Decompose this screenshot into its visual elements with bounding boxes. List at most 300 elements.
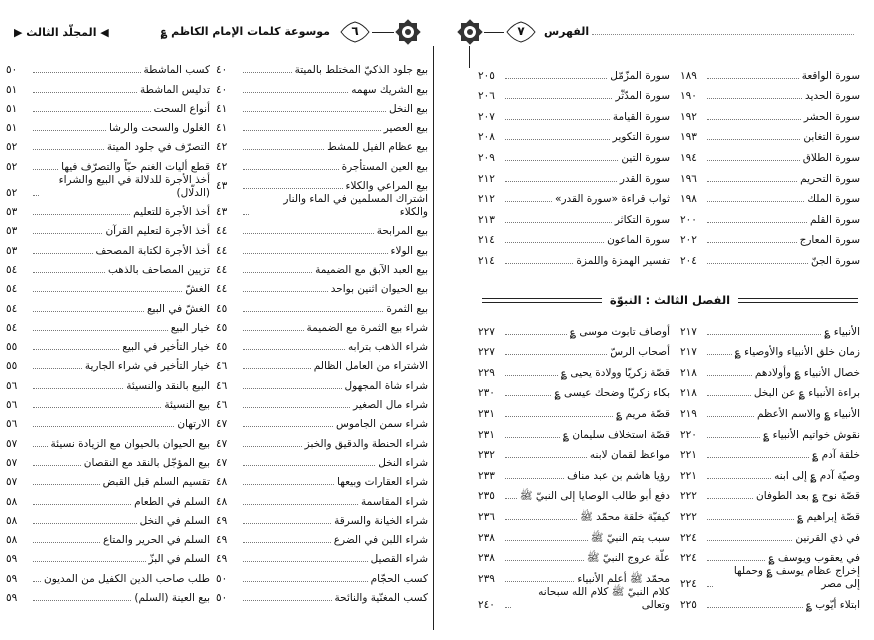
index-entry[interactable] [216, 193, 428, 219]
index-entry[interactable] [216, 296, 428, 315]
entry-title: تدليس الماشطة [140, 83, 210, 96]
entry-title: إخراج عظام يوسف ؏ وحملها إلى مصر [733, 565, 860, 591]
entry-title: خصال الأنبياء ؏ وأولادهم [754, 366, 860, 379]
entry-title: بيع المرابحة [376, 225, 428, 238]
index-entry[interactable] [478, 565, 670, 586]
entry-title: خيار التأخير في البيع [122, 341, 210, 354]
entry-page-number: ٢٣١ [478, 428, 495, 441]
index-entry[interactable] [680, 503, 860, 524]
index-entry[interactable] [478, 144, 670, 165]
entry-title: البيع بالنقد والنسيئة [126, 379, 210, 392]
dotted-leader [33, 272, 105, 273]
entry-page-number: ٢١٧ [680, 325, 697, 338]
entry-title: الاشتراء من العامل الظالم [313, 360, 428, 373]
index-entry[interactable] [478, 124, 670, 145]
star-ornament-icon [394, 18, 422, 50]
index-entry[interactable] [680, 144, 860, 165]
index-entry[interactable] [6, 489, 210, 508]
page-number: ٧ [517, 24, 525, 38]
entry-page-number: ٥١ [6, 122, 18, 135]
entry-page-number: ٤٧ [216, 418, 228, 431]
entry-title: سورة القدر [619, 172, 670, 185]
entry-title: الغشّ [185, 283, 210, 296]
dotted-leader [33, 330, 168, 331]
index-entry[interactable] [680, 206, 860, 227]
entry-page-number: ٢٤٠ [478, 598, 495, 611]
entry-page-number: ٢٢٤ [680, 531, 697, 544]
index-entry[interactable] [6, 528, 210, 547]
entry-page-number: ١٩٣ [680, 131, 697, 144]
entry-page-number: ٢٢٧ [478, 346, 495, 359]
index-entry[interactable] [6, 335, 210, 354]
index-entry[interactable] [216, 373, 428, 392]
index-entry[interactable] [478, 380, 670, 401]
entry-title: دفع أبو طالب الوصايا إلى النبيّ ﷺ [519, 490, 670, 503]
dotted-leader [243, 149, 324, 150]
index-entry[interactable] [6, 258, 210, 277]
index-entry[interactable] [680, 318, 860, 339]
index-entry[interactable] [478, 318, 670, 339]
index-entry[interactable] [478, 359, 670, 380]
entry-title: بيع العصير [383, 122, 428, 135]
index-entry[interactable] [216, 58, 428, 77]
entry-title: بيع الثمرة [386, 302, 428, 315]
entry-page-number: ٢١٣ [478, 213, 495, 226]
entry-page-number: ١٩٦ [680, 172, 697, 185]
dotted-leader [505, 395, 551, 396]
dotted-leader [505, 519, 577, 520]
index-entry[interactable] [216, 586, 428, 605]
dotted-leader [505, 354, 607, 355]
entry-title: بيع النسيئة [164, 399, 210, 412]
index-entry[interactable] [216, 174, 428, 193]
entry-page-number: ٢٣٦ [478, 510, 495, 523]
dotted-leader [33, 311, 144, 312]
index-entry[interactable] [680, 483, 860, 504]
surah-column-right [680, 62, 860, 268]
index-entry[interactable] [216, 354, 428, 373]
index-entry[interactable] [6, 451, 210, 470]
index-entry[interactable] [478, 62, 670, 83]
entry-page-number: ٥٧ [6, 476, 18, 489]
index-entry[interactable] [680, 380, 860, 401]
index-entry[interactable] [478, 400, 670, 421]
entry-title: السلم في الطعام [134, 495, 210, 508]
index-entry[interactable] [216, 77, 428, 96]
dotted-leader [505, 160, 618, 161]
entry-page-number: ٢٠٨ [478, 131, 495, 144]
index-entry[interactable] [680, 462, 860, 483]
entry-page-number: ٢٣٥ [478, 490, 495, 503]
dotted-leader [707, 181, 797, 182]
index-entry[interactable] [6, 77, 210, 96]
entry-title: خيار التأخير في شراء الجارية [84, 360, 210, 373]
entry-title: تقسيم السلم قبل القبض [102, 476, 210, 489]
entry-page-number: ٤٢ [216, 141, 228, 154]
entry-page-number: ٥١ [6, 83, 18, 96]
entry-page-number: ٥٠ [216, 592, 228, 605]
index-entry[interactable] [478, 339, 670, 360]
entry-title: التصرّف في جلود الميتة [106, 141, 210, 154]
index-entry[interactable] [478, 421, 670, 442]
entry-title: خيار البيع [170, 321, 210, 334]
entry-page-number: ٥٦ [6, 379, 18, 392]
dotted-leader [707, 354, 732, 355]
entry-page-number: ٢٣٨ [478, 531, 495, 544]
dotted-leader [243, 523, 331, 524]
dotted-leader [243, 542, 331, 543]
chapter-column-left [478, 318, 670, 612]
index-entry[interactable] [478, 442, 670, 463]
index-entry[interactable] [680, 247, 860, 268]
entry-title: السلم في البزّ [148, 553, 210, 566]
entry-title: سورة الحشر [803, 110, 860, 123]
entry-title: شراء الخيانة والسرقة [334, 514, 428, 527]
entry-title: كيفيّة خلقة محمّد ﷺ [580, 510, 670, 523]
dotted-leader [505, 263, 573, 264]
dotted-leader [505, 416, 613, 417]
index-entry[interactable] [6, 58, 210, 77]
entry-page-number: ١٨٩ [680, 69, 697, 82]
entry-page-number: ٤٤ [216, 225, 228, 238]
section-title: الفهرس [544, 25, 590, 38]
index-entry[interactable] [216, 412, 428, 431]
index-entry[interactable] [216, 97, 428, 116]
entry-title: شراء النخل [378, 456, 428, 469]
entry-title: سورة التغابن [803, 131, 860, 144]
entry-page-number: ٤١ [216, 122, 228, 135]
index-entry[interactable] [6, 116, 210, 135]
entry-page-number: ٥٦ [6, 418, 18, 431]
index-entry[interactable] [6, 393, 210, 412]
entry-title: بيع العينة (السلم) [134, 592, 210, 605]
index-entry[interactable] [478, 83, 670, 104]
entry-title: الأنبياء ؏ والاسم الأعظم [756, 407, 860, 420]
dotted-leader [243, 272, 312, 273]
entry-page-number: ٥٩ [6, 592, 18, 605]
index-entry[interactable] [6, 509, 210, 528]
dotted-leader [33, 149, 104, 150]
star-ornament-icon [456, 18, 484, 50]
index-entry[interactable] [680, 83, 860, 104]
entry-page-number: ٥٣ [6, 225, 18, 238]
dotted-leader [33, 600, 131, 601]
entry-title: تزيين المصاحف بالذهب [107, 263, 210, 276]
index-entry[interactable] [680, 545, 860, 566]
entry-page-number: ٥٢ [6, 141, 18, 154]
dotted-leader [707, 519, 794, 520]
index-entry[interactable] [216, 116, 428, 135]
dotted-leader [707, 478, 771, 479]
index-entry[interactable] [6, 431, 210, 450]
index-entry[interactable] [216, 489, 428, 508]
entry-page-number: ٢٢٢ [680, 510, 697, 523]
entry-page-number: ٥٣ [6, 206, 18, 219]
index-entry[interactable] [6, 586, 210, 605]
dotted-leader [505, 581, 574, 582]
dotted-leader [243, 311, 383, 312]
index-entry[interactable] [216, 316, 428, 335]
entry-title: بيع العبد الآبق مع الضميمة [315, 263, 428, 276]
index-entry[interactable] [216, 470, 428, 489]
index-entry[interactable] [680, 186, 860, 207]
entry-title: بيع الحيوان اثنين بواحد [330, 283, 428, 296]
dotted-leader [707, 607, 803, 608]
index-entry[interactable] [680, 442, 860, 463]
entry-page-number: ٤٨ [216, 476, 228, 489]
entry-title: شراء الذهب بترابه [348, 341, 428, 354]
index-entry[interactable] [216, 335, 428, 354]
entry-title: قصّة استخلاف سليمان ؏ [562, 428, 670, 441]
dotted-leader [33, 130, 106, 131]
entry-title: ثواب قراءة «سورة القدر» [555, 193, 670, 206]
entry-title: طلب صاحب الدين الكفيل من المديون [43, 572, 210, 585]
entry-page-number: ٢١٨ [680, 366, 697, 379]
dotted-leader [243, 561, 368, 562]
index-entry[interactable] [680, 400, 860, 421]
dotted-leader [243, 388, 342, 389]
entry-title: بيع النخل [388, 102, 428, 115]
index-entry[interactable] [478, 103, 670, 124]
entry-title: سورة المعارج [799, 234, 860, 247]
dotted-leader [707, 375, 752, 376]
entry-page-number: ٤٥ [216, 302, 228, 315]
dotted-leader [243, 407, 350, 408]
entry-title: بيع الولاء [390, 244, 428, 257]
entry-title: شراء الحنطة والدقيق والخبز [304, 437, 428, 450]
index-entry[interactable] [6, 154, 210, 173]
dotted-leader [33, 465, 81, 466]
entry-title: سورة الطلاق [802, 151, 860, 164]
index-entry[interactable] [680, 565, 860, 591]
dotted-leader [505, 78, 607, 79]
entry-title: سورة التكوير [612, 131, 670, 144]
entry-title: كلام النبيّ ﷺ كلام الله سبحانه وتعالى [538, 585, 670, 611]
entry-page-number: ٢٠٤ [680, 254, 697, 267]
index-entry[interactable] [6, 97, 210, 116]
book-title: موسوعة كلمات الإمام الكاظم ؏ [160, 25, 330, 38]
dotted-leader [505, 375, 558, 376]
dotted-leader [505, 119, 610, 120]
index-entry[interactable] [478, 186, 670, 207]
entry-title: كسب الماشطة [143, 64, 210, 77]
entry-title: خلقة آدم ؏ [812, 449, 860, 462]
index-entry[interactable] [680, 421, 860, 442]
entry-title: شراء بيع الثمرة مع الضميمة [306, 321, 428, 334]
dotted-leader [707, 457, 809, 458]
entry-page-number: ٥٣ [6, 244, 18, 257]
index-entry[interactable] [216, 509, 428, 528]
index-entry[interactable] [6, 354, 210, 373]
index-entry[interactable] [216, 431, 428, 450]
dotted-leader [505, 242, 604, 243]
index-entry[interactable] [478, 483, 670, 504]
index-entry[interactable] [6, 277, 210, 296]
entry-title: زمان خلق الأنبياء والأوصياء ؏ [734, 346, 860, 359]
entry-page-number: ٥٩ [6, 572, 18, 585]
entry-title: السلم في النخل [139, 514, 210, 527]
dotted-leader [505, 437, 560, 438]
dotted-leader [707, 222, 807, 223]
index-entry[interactable] [6, 412, 210, 431]
index-entry[interactable] [216, 135, 428, 154]
index-entry[interactable] [478, 586, 670, 612]
dotted-leader [33, 169, 58, 170]
index-entry[interactable] [6, 373, 210, 392]
entry-page-number: ٥١ [6, 102, 18, 115]
dotted-leader [707, 540, 792, 541]
entry-page-number: ٢١٩ [680, 407, 697, 420]
dotted-leader [707, 416, 754, 417]
dotted-leader [707, 201, 804, 202]
entry-page-number: ٢٠٥ [478, 69, 495, 82]
entry-title: شراء العقارات وبيعها [337, 476, 428, 489]
dotted-leader [707, 98, 802, 99]
dotted-leader [33, 504, 131, 505]
index-entry[interactable] [216, 547, 428, 566]
dotted-leader [505, 181, 617, 182]
index-entry[interactable] [6, 316, 210, 335]
index-entry[interactable] [478, 524, 670, 545]
dotted-leader [33, 561, 146, 562]
entry-page-number: ٤٤ [216, 244, 228, 257]
index-entry[interactable] [478, 545, 670, 566]
entry-page-number: ٥٨ [6, 495, 18, 508]
entry-title: تفسير الهمزة واللمزة [576, 254, 670, 267]
entry-title: سورة الجنّ [810, 254, 860, 267]
entry-title: سورة التحريم [800, 172, 860, 185]
entry-page-number: ٢٠٧ [478, 110, 495, 123]
index-entry[interactable] [6, 547, 210, 566]
dotted-leader [243, 426, 333, 427]
index-entry[interactable] [6, 135, 210, 154]
dotted-leader [33, 581, 41, 582]
entry-title: بيع المؤجّل بالنقد مع النقصان [83, 456, 210, 469]
index-entry[interactable] [6, 174, 210, 200]
index-entry[interactable] [478, 247, 670, 268]
entry-page-number: ٤٤ [216, 263, 228, 276]
entry-title: بيع عظام الفيل للمشط [327, 141, 428, 154]
entry-page-number: ٢٣٩ [478, 572, 495, 585]
index-entry[interactable] [680, 165, 860, 186]
index-entry[interactable] [6, 296, 210, 315]
entry-page-number: ٥٧ [6, 456, 18, 469]
dotted-leader [243, 169, 339, 170]
entry-title: بيع الحيوان بالحيوان مع الزيادة نسيئة [50, 437, 210, 450]
index-entry[interactable] [478, 227, 670, 248]
dotted-leader [707, 139, 800, 140]
entry-page-number: ٤٠ [216, 83, 228, 96]
entry-page-number: ٢٢٠ [680, 428, 697, 441]
entry-title: سورة الواقعة [801, 69, 860, 82]
entry-title: أصحاب الرسّ [610, 346, 670, 359]
index-entry[interactable] [680, 339, 860, 360]
chapter-column-right [680, 318, 860, 612]
entry-title: في يعقوب ويوسف ؏ [768, 552, 860, 565]
index-entry[interactable] [680, 524, 860, 545]
dotted-leader [243, 214, 249, 215]
entry-title: شراء القصيل [370, 553, 428, 566]
entry-title: بيع الشريك سهمه [351, 83, 428, 96]
dotted-leader [243, 600, 332, 601]
index-entry[interactable] [216, 566, 428, 585]
chapter-heading-text: الفصل الثالث : النبوّة [609, 293, 731, 307]
index-entry[interactable] [478, 206, 670, 227]
index-entry[interactable] [680, 227, 860, 248]
dotted-leader [33, 233, 102, 234]
index-entry[interactable] [216, 528, 428, 547]
index-entry[interactable] [478, 165, 670, 186]
index-entry[interactable] [216, 219, 428, 238]
entry-page-number: ٥٦ [6, 399, 18, 412]
index-entry[interactable] [6, 219, 210, 238]
entry-title: في ذي القرنين [795, 531, 860, 544]
dotted-leader [243, 465, 375, 466]
index-entry[interactable] [6, 470, 210, 489]
entry-page-number: ٤٨ [216, 495, 228, 508]
dotted-leader [33, 72, 141, 73]
entry-page-number: ٢١٢ [478, 172, 495, 185]
index-entry[interactable] [216, 277, 428, 296]
dotted-leader [243, 92, 348, 93]
entry-page-number: ٥٤ [6, 283, 18, 296]
dotted-leader [505, 457, 587, 458]
entry-title: بكاء زكريّا وضحك عيسى ؏ [554, 387, 670, 400]
index-entry[interactable] [6, 566, 210, 585]
entry-page-number: ٢٢١ [680, 449, 697, 462]
entry-title: أوصاف تابوت موسى ؏ [569, 325, 670, 338]
entry-page-number: ٤٠ [216, 64, 228, 77]
dotted-leader [33, 195, 39, 196]
index-entry[interactable] [680, 359, 860, 380]
index-entry[interactable] [216, 238, 428, 257]
index-entry[interactable] [680, 124, 860, 145]
entry-title: أخذ الأجرة لكتابة المصحف [95, 244, 210, 257]
entry-page-number: ٤٩ [216, 553, 228, 566]
index-entry[interactable] [216, 451, 428, 470]
index-entry[interactable] [478, 462, 670, 483]
dotted-leader [33, 407, 161, 408]
index-entry[interactable] [216, 154, 428, 173]
dotted-leader [33, 368, 82, 369]
double-rule [738, 298, 858, 303]
entry-title: محمّد ﷺ أعلم الأنبياء [577, 572, 670, 585]
index-entry[interactable] [6, 200, 210, 219]
entry-title: براءة الأنبياء ؏ عن البخل [753, 387, 860, 400]
dotted-leader [505, 334, 567, 335]
entry-title: مواعظ لقمان لابنه [589, 449, 670, 462]
index-entry[interactable] [680, 591, 860, 612]
dotted-leader [243, 484, 334, 485]
dotted-leader [33, 291, 182, 292]
index-entry[interactable] [216, 393, 428, 412]
index-entry[interactable] [216, 258, 428, 277]
dotted-leader [707, 586, 713, 587]
entry-page-number: ٢١٢ [478, 193, 495, 206]
index-entry[interactable] [680, 62, 860, 83]
index-entry[interactable] [680, 103, 860, 124]
entry-title: شراء مال الصغير [353, 399, 428, 412]
index-entry[interactable] [478, 503, 670, 524]
dotted-leader [243, 504, 358, 505]
index-entry[interactable] [6, 238, 210, 257]
entry-page-number: ٤٥ [216, 341, 228, 354]
dotted-leader [707, 160, 800, 161]
entry-page-number: ٤٦ [216, 360, 228, 373]
entry-title: أنواع السحت [153, 102, 210, 115]
entry-page-number: ٢٠٦ [478, 90, 495, 103]
entry-page-number: ٤٤ [216, 283, 228, 296]
